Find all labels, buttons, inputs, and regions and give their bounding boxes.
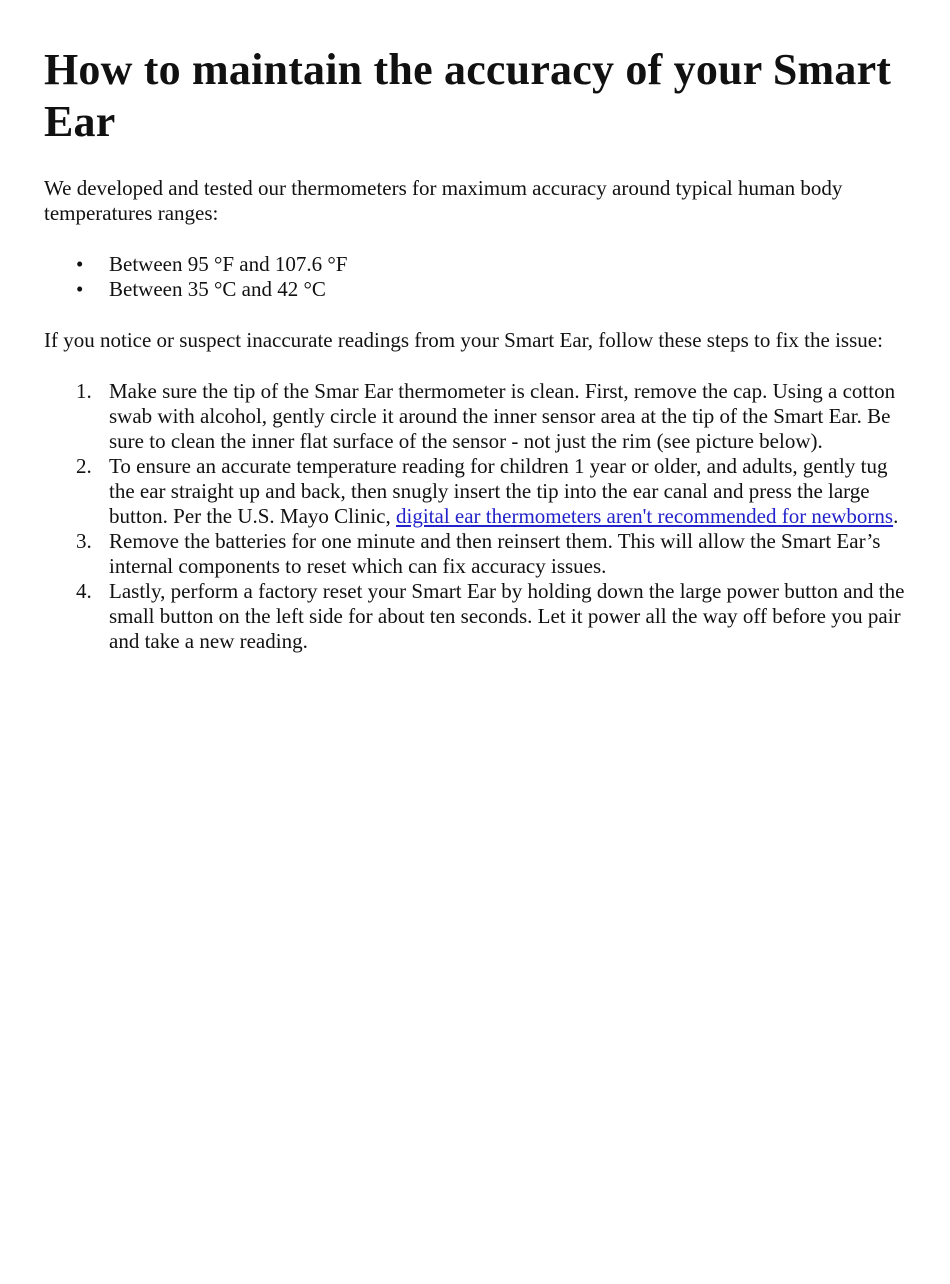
list-item-text: Between 95 °F and 107.6 °F [109, 252, 348, 276]
step-number: 3. [76, 529, 92, 553]
bullet-dot-icon: • [76, 277, 84, 301]
step-number: 4. [76, 579, 92, 603]
list-item [44, 277, 906, 302]
step-item [44, 579, 906, 654]
mayo-clinic-link[interactable]: digital ear thermometers aren't recommended for newborns [396, 504, 894, 528]
step-item [44, 379, 906, 454]
bullet-dot-icon: • [76, 252, 84, 276]
step-text: Make sure the tip of the Smar Ear thermometer is clean. First, remove the cap. Using a cotton swab with alcohol, gently circle it around the inner sensor area at the tip of the Smart Ear. Be sure to clean the inner flat surface of the sensor - not just the rim (see picture below). [109, 379, 896, 453]
step-item [44, 529, 906, 579]
intro-paragraph: We developed and tested our thermometers for maximum accuracy around typical human body temperatures ranges: [44, 176, 843, 225]
list-item [44, 252, 906, 277]
step-number: 2. [76, 454, 92, 478]
step-item [44, 454, 906, 529]
page-title: How to maintain the accuracy of your Smart Ear [44, 45, 892, 146]
step-number: 1. [76, 379, 92, 403]
list-item-text: Between 35 °C and 42 °C [109, 277, 326, 301]
step-text: To ensure an accurate temperature reading for children 1 year or older, and adults, gently tug the ear straight up and back, then snugly insert the tip into the ear canal and press the large button. Per the U.S. Mayo Clinic, [109, 454, 888, 528]
step-text: Remove the batteries for one minute and then reinsert them. This will allow the Smart Ear’s internal components to reset which can fix accuracy issues. [109, 529, 881, 578]
steps-list [44, 379, 906, 654]
temperature-range-list [44, 252, 906, 302]
steps-lead-paragraph: If you notice or suspect inaccurate readings from your Smart Ear, follow these steps to fix the issue: [44, 328, 883, 352]
step-text: Lastly, perform a factory reset your Smart Ear by holding down the large power button and the small button on the left side for about ten seconds. Let it power all the way off before you pair and take a new reading. [109, 579, 905, 653]
step-text-end: . [893, 504, 899, 528]
